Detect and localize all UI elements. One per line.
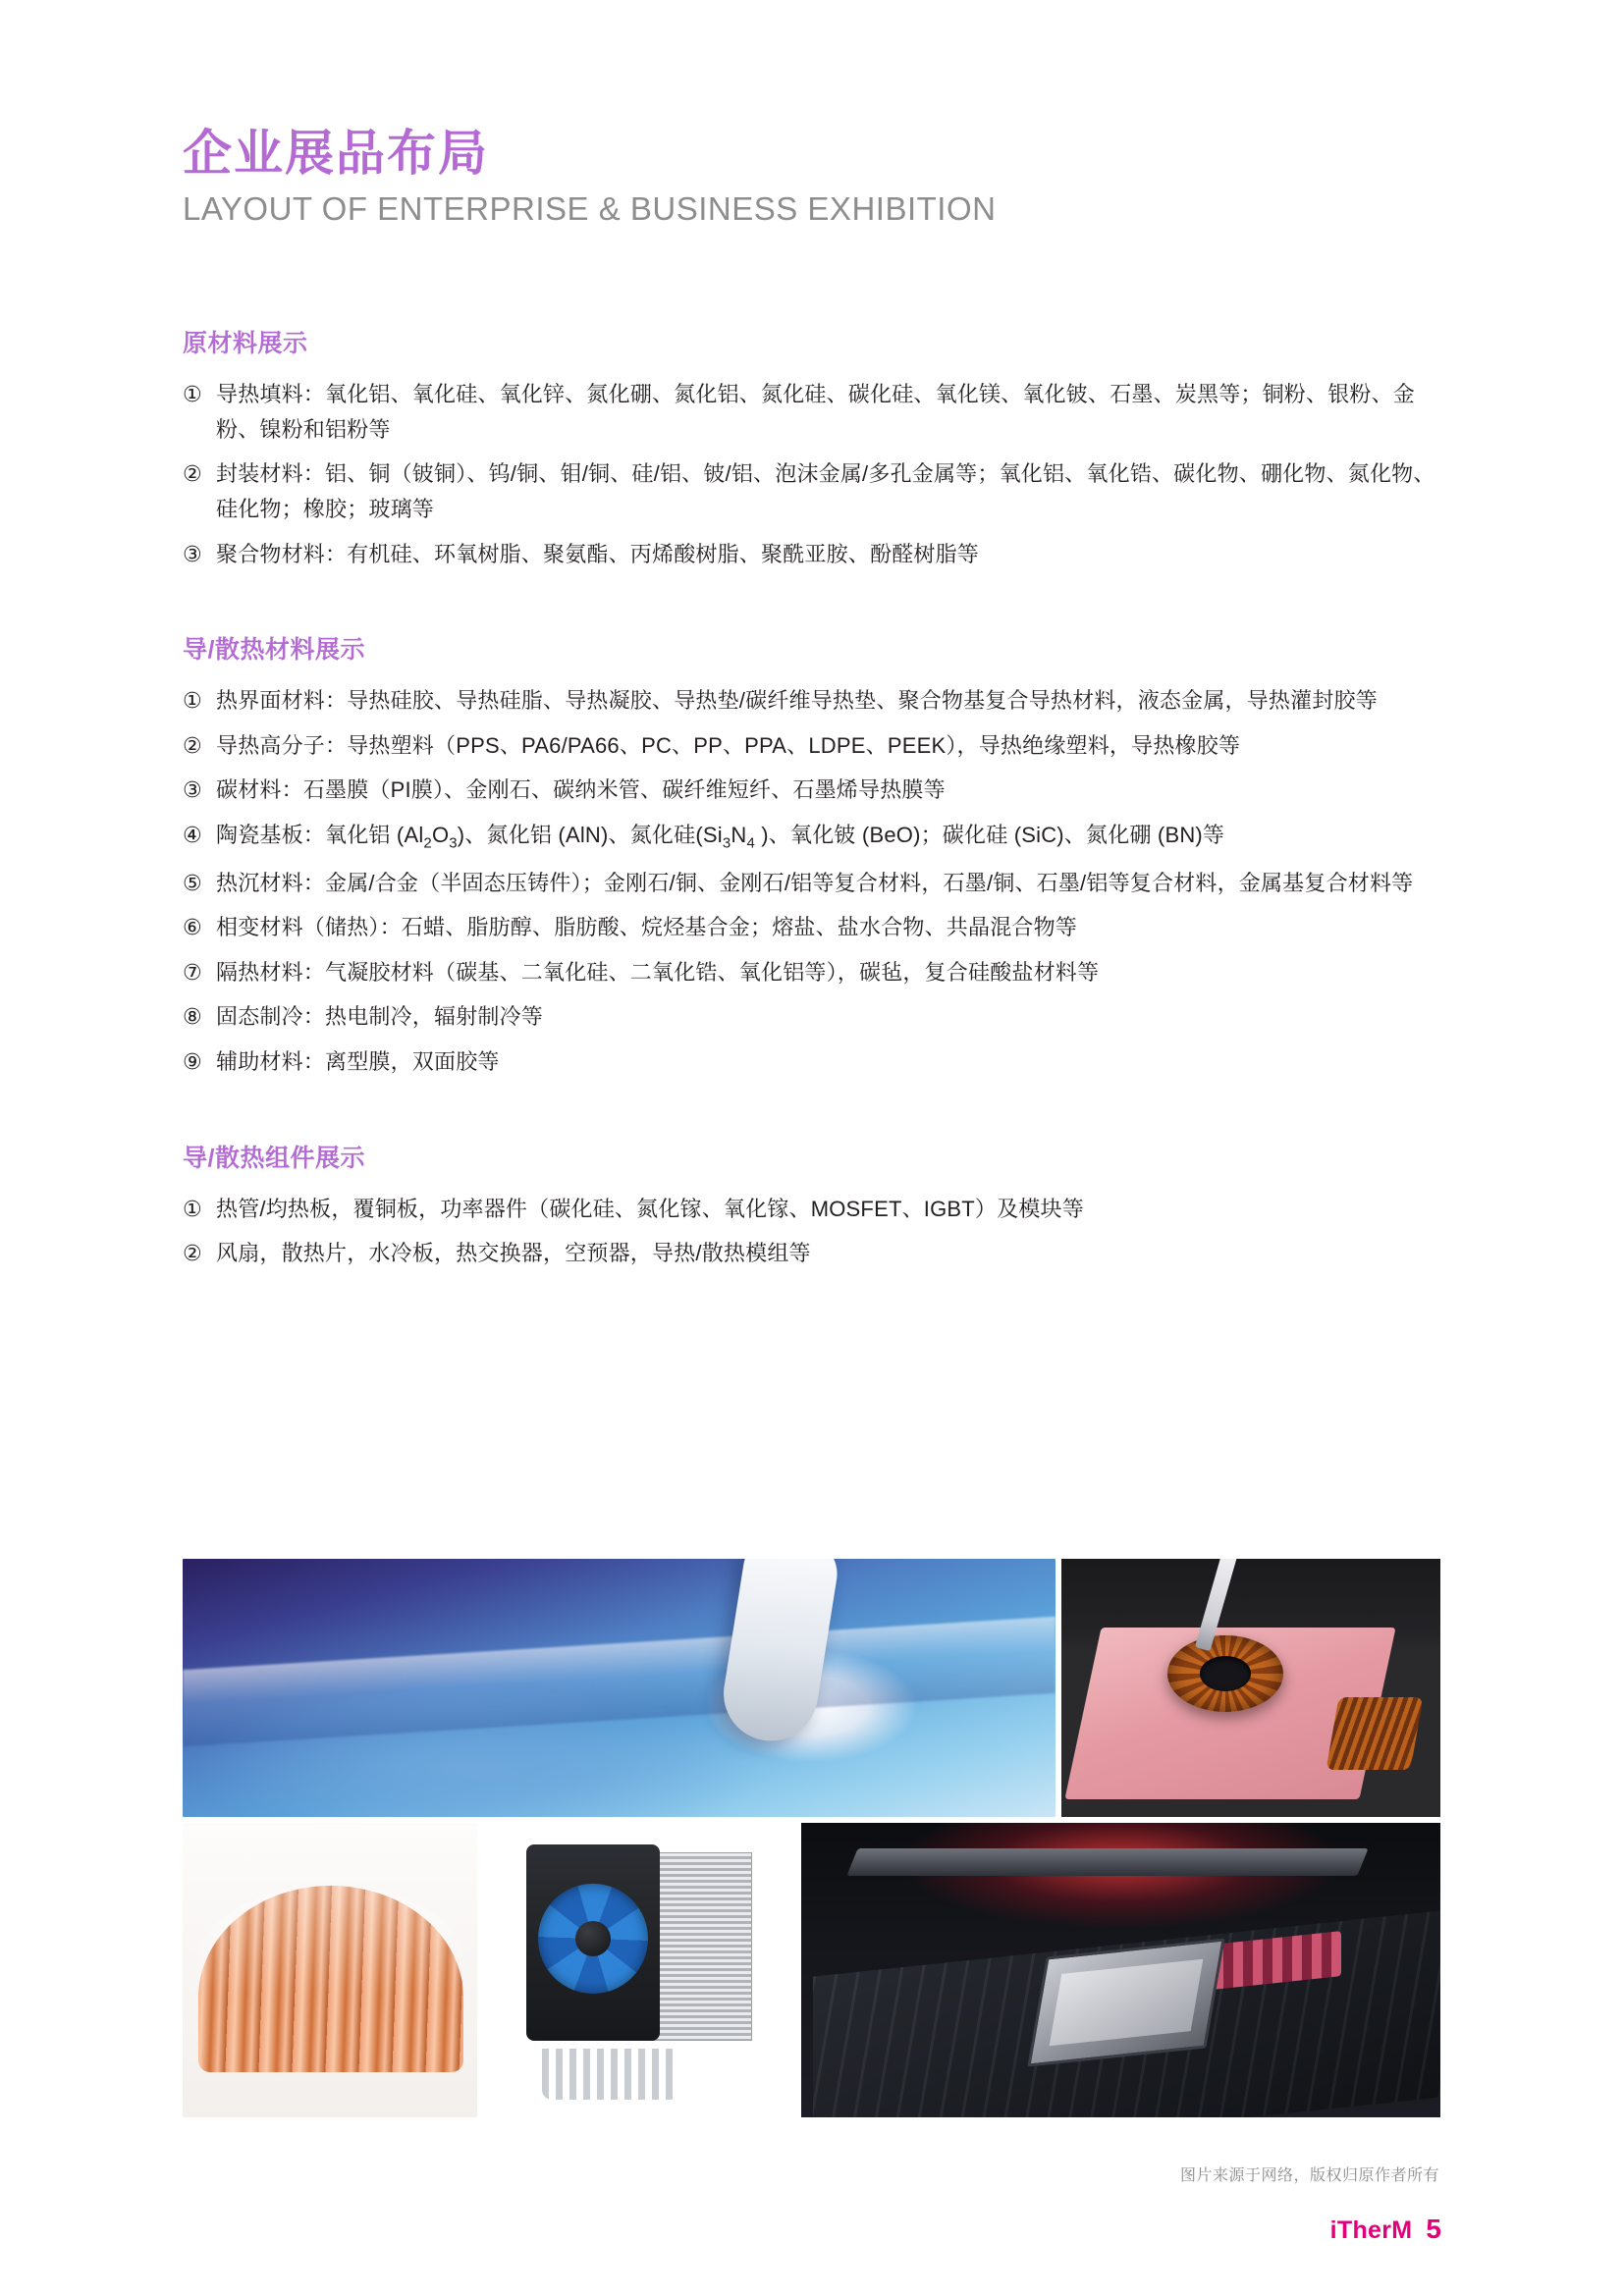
list-item-text: 热界面材料：导热硅胶、导热硅脂、导热凝胶、导热垫/碳纤维导热垫、聚合物基复合导热材料，液态金属，导热灌封胶等 xyxy=(216,688,1378,714)
list-item xyxy=(183,999,1449,1035)
list-marker: ⑤ xyxy=(183,870,202,895)
section-raw-materials xyxy=(183,324,1449,571)
toroid-inductor-photo xyxy=(1061,1559,1440,1817)
list-item-text: 封装材料：铝、铜（铍铜）、钨/铜、钼/铜、硅/铝、铍/铝、泡沫金属/多孔金属等；氧化铝、氧化锆、碳化物、硼化物、氮化物、硅化物；橡胶；玻璃等 xyxy=(216,461,1435,521)
section-heading: 导/散热组件展示 xyxy=(183,1144,365,1172)
silicon-die xyxy=(1027,1938,1224,2066)
list-item-text: 聚合物材料：有机硅、环氧树脂、聚氨酯、丙烯酸树脂、聚酰亚胺、酚醛树脂等 xyxy=(216,541,980,566)
list-item-text: 导热高分子：导热塑料（PPS、PA6/PA66、PC、PP、PPA、LDPE、PEEK），导热绝缘塑料，导热橡胶等 xyxy=(216,732,1241,758)
list-item xyxy=(183,683,1449,719)
image-gallery xyxy=(183,1559,1440,2117)
section-thermal-materials xyxy=(183,630,1449,1080)
image-credit: 图片来源于网络，版权归原作者所有 xyxy=(1179,2167,1439,2184)
list-raw-materials xyxy=(183,377,1449,571)
secondary-coil xyxy=(1326,1697,1423,1770)
list-marker: ⑥ xyxy=(183,915,202,940)
gallery-row-bottom xyxy=(183,1823,1440,2117)
list-marker: ① xyxy=(183,688,202,714)
list-item xyxy=(183,910,1449,945)
list-item xyxy=(183,1236,1449,1271)
list-item-text: 陶瓷基板：氧化铝 $(Al_2O_3)$、氮化铝 (AlN)、氮化硅($Si_3N_4$ )、氧化铍 (BeO)；碳化硅 (SiC)、氮化硼 (BN)等 xyxy=(216,823,1225,852)
list-item xyxy=(183,1044,1449,1080)
section-thermal-components xyxy=(183,1139,1449,1271)
list-thermal-components xyxy=(183,1192,1449,1271)
cpu-cooler-photo xyxy=(483,1823,795,2117)
metal-lid xyxy=(846,1848,1368,1876)
list-item-text: 相变材料（储热）：石蜡、脂肪醇、脂肪酸、烷烃基合金；熔盐、盐水合物、共晶混合物等 xyxy=(216,915,1078,940)
section-heading: 导/散热材料展示 xyxy=(183,636,365,665)
fin-stack xyxy=(644,1852,752,2041)
list-item xyxy=(183,1192,1449,1227)
list-marker: ⑦ xyxy=(183,959,202,985)
list-marker: ① xyxy=(183,1196,202,1221)
list-marker: ⑧ xyxy=(183,1004,202,1030)
list-marker: ② xyxy=(183,461,202,487)
list-item xyxy=(183,773,1449,808)
list-marker: ⑨ xyxy=(183,1049,202,1075)
list-marker: ③ xyxy=(183,541,202,566)
section-heading: 原材料展示 xyxy=(183,330,308,357)
list-item xyxy=(183,818,1449,856)
list-item xyxy=(183,456,1449,526)
list-marker: ④ xyxy=(183,823,202,847)
toroid-coil xyxy=(1167,1635,1283,1712)
list-item xyxy=(183,728,1449,764)
list-marker: ③ xyxy=(183,777,202,803)
list-marker: ② xyxy=(183,1241,202,1266)
blue-fan xyxy=(538,1884,648,1994)
gallery-row-top xyxy=(183,1559,1440,1817)
list-item-text: 导热填料：氧化铝、氧化硅、氧化锌、氮化硼、氮化铝、氮化硅、碳化硅、氧化镁、氧化铍、石墨、炭黑等；铜粉、银粉、金粉、镍粉和铝粉等 xyxy=(216,382,1416,442)
list-marker: ① xyxy=(183,382,202,406)
list-item-text: 热沉材料：金属/合金（半固态压铸件）；金刚石/铜、金刚石/铝等复合材料，石墨/铜、石墨/铝等复合材料，金属基复合材料等 xyxy=(216,870,1414,895)
page-header xyxy=(183,126,1459,228)
list-thermal-materials xyxy=(183,683,1449,1080)
list-item-text: 碳材料：石墨膜（PI膜）、金刚石、碳纳米管、碳纤维短纤、石墨烯导热膜等 xyxy=(216,777,946,803)
gpu-die-photo xyxy=(801,1823,1440,2117)
copper-fins xyxy=(198,1886,463,2072)
content-body xyxy=(183,324,1449,1305)
page-footer xyxy=(1330,2214,1441,2245)
brand-logo: iTherM xyxy=(1329,2216,1413,2244)
list-item-text: 辅助材料：离型膜，双面胶等 xyxy=(216,1049,500,1075)
list-marker: ② xyxy=(183,732,202,758)
page-number: 5 xyxy=(1426,2214,1441,2244)
list-item-text: 热管/均热板，覆铜板，功率器件（碳化硅、氮化镓、氧化镓、MOSFET、IGBT）及模块等 xyxy=(216,1196,1084,1221)
list-item-text: 风扇，散热片，水冷板，热交换器，空预器，导热/散热模组等 xyxy=(216,1241,811,1266)
list-item xyxy=(183,955,1449,990)
list-item xyxy=(183,866,1449,901)
list-item xyxy=(183,377,1449,447)
copper-heatsink-photo xyxy=(183,1823,477,2117)
list-item xyxy=(183,537,1449,572)
list-item-text: 隔热材料：气凝胶材料（碳基、二氧化硅、二氧化锆、氧化铝等），碳毡，复合硅酸盐材料等 xyxy=(216,959,1100,985)
list-item-text: 固态制冷：热电制冷，辐射制冷等 xyxy=(216,1004,544,1030)
page-subtitle: LAYOUT OF ENTERPRISE & BUSINESS EXHIBITION xyxy=(183,189,997,227)
thermal-paste-photo xyxy=(183,1559,1056,1817)
page-title: 企业展品布局 xyxy=(183,126,489,181)
heat-pipes xyxy=(542,2049,679,2100)
